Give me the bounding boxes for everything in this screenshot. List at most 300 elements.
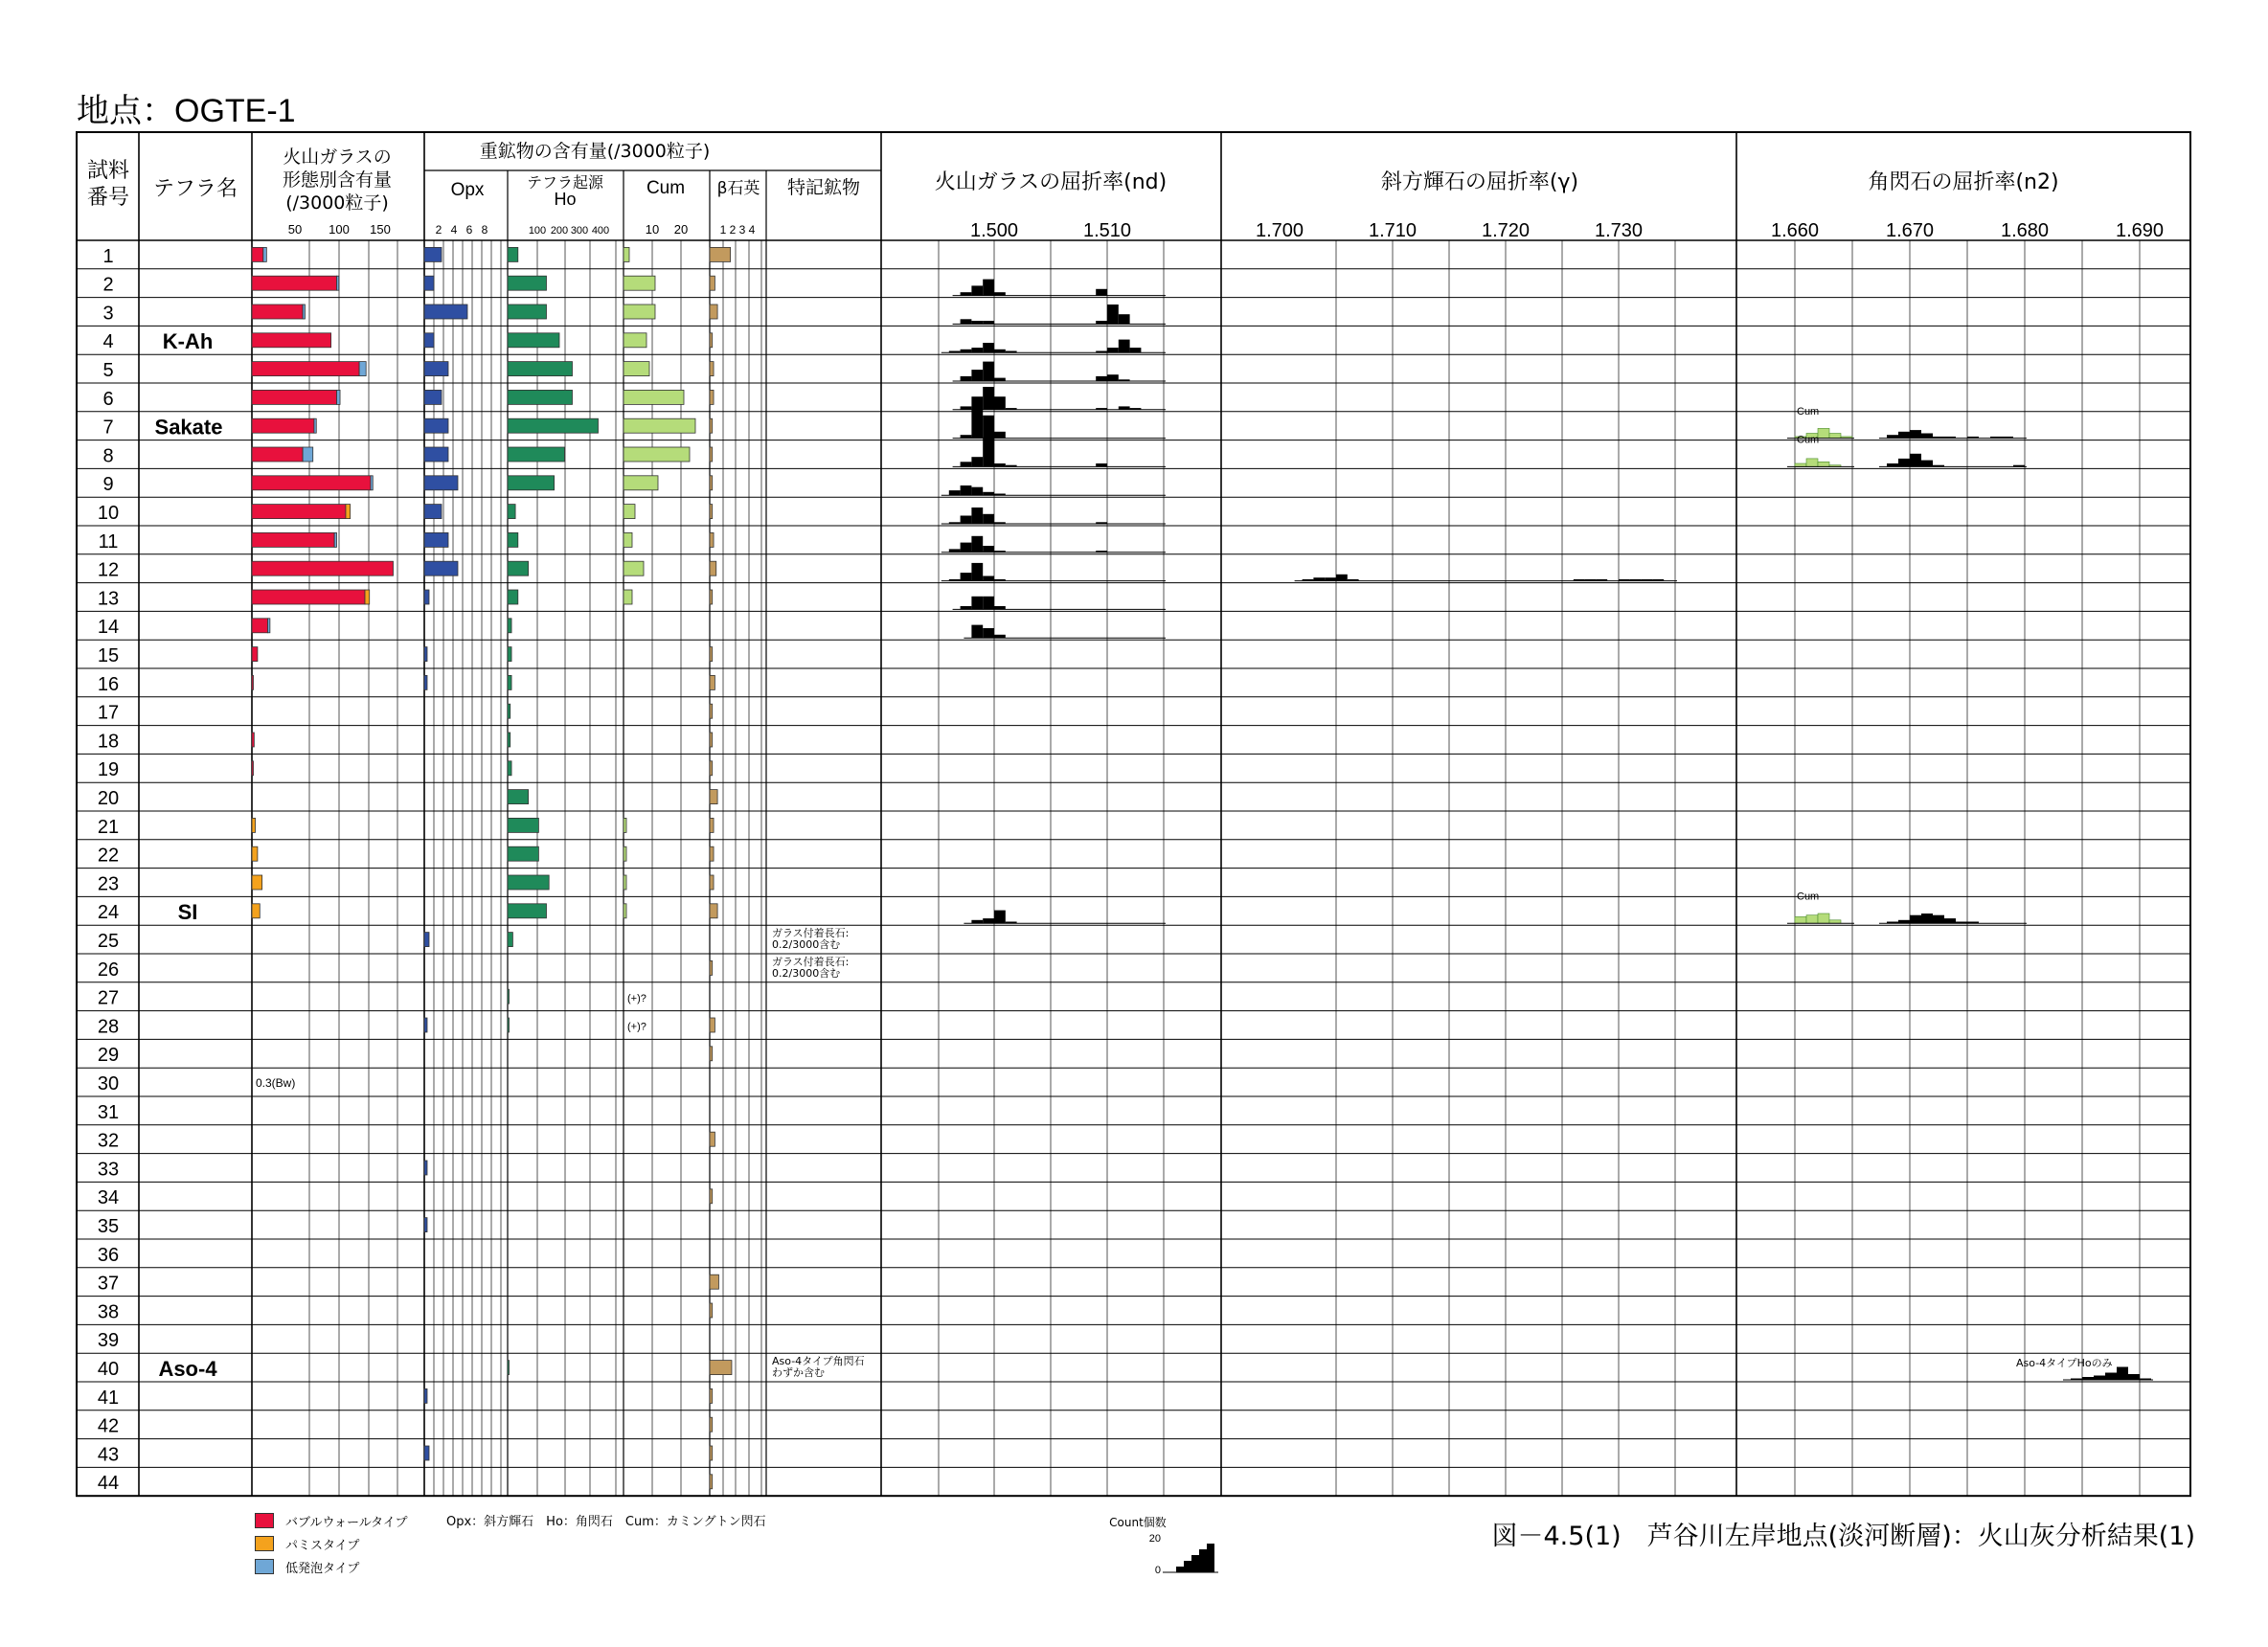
tick-ri-opx: 1.700 [1255,220,1304,241]
opx-bar [424,247,442,261]
glass-legend [255,1509,408,1578]
ri-glass-bar [994,463,1006,466]
quartz-bar [710,447,713,462]
ri-glass-bar [961,376,972,381]
quartz-bar [710,247,731,261]
ri-glass-bar [1119,406,1130,409]
ri-opx-bar [1336,575,1348,581]
ri-glass-bar [971,625,983,639]
count-scale-bar [1184,1561,1191,1572]
ri-glass-bar [1096,463,1107,466]
ri-ho-aso-bar [2105,1373,2117,1381]
sample-number: 44 [97,1473,120,1495]
ri-glass-bar [983,438,994,467]
quartz-bar [710,875,714,890]
quartz-bar [710,1189,713,1204]
mineral-note: ガラス付着長石: [772,927,850,940]
header-heavy-minerals: 重鉱物の含有量(/3000粒子) [479,141,711,162]
tick-opx: 8 [481,223,488,237]
ri-glass-bar [1096,376,1107,381]
cum-bar [624,390,684,404]
tephra-label: Aso-4 [158,1357,217,1381]
opx-bar [424,1161,427,1175]
ho-bar [508,532,518,547]
opx-bar [424,476,458,490]
sample-number: 18 [97,731,120,753]
sample-number: 2 [102,274,114,296]
sample-number: 30 [97,1073,120,1094]
count-scale-max: 20 [1148,1533,1161,1545]
ri-cum-bar [1795,463,1806,466]
quartz-bar [710,561,716,575]
figure-caption: 図－4.5(1) 芦谷川左岸地点(淡河断層)：火山灰分析結果(1) [1491,1522,2195,1551]
glass-bar-bubble-wall [252,505,346,519]
quartz-bar [710,761,713,776]
sample-number: 8 [102,445,114,467]
quartz-bar [710,1132,714,1146]
glass-bar-bubble-wall [252,619,268,633]
cum-note: (+)? [627,992,646,1004]
cum-bar [624,333,646,348]
quartz-bar [710,305,717,319]
glass-bar-low-vesicular [337,276,339,290]
glass-bar-bubble-wall [252,761,254,776]
ri-glass-bar [983,492,994,495]
count-scale-label: Count個数 [1109,1516,1167,1529]
sample-number: 42 [97,1415,120,1437]
tick-ho: 200 [550,225,569,237]
header-notes: 特記鉱物 [786,177,861,198]
ri-glass-bar [983,280,994,296]
ho-bar [508,418,599,433]
cum-bar [624,276,655,290]
ri-ho-bar [1921,434,1933,439]
cum-bar [624,247,629,261]
sample-number: 20 [97,788,120,809]
sample-number: 33 [97,1159,120,1181]
tick-ho: 100 [528,225,547,237]
tick-ri-ho: 1.690 [2115,220,2165,241]
opx-bar [424,390,442,404]
ho-bar [508,276,547,290]
ri-ho-aso-label: Aso-4タイプHoのみ [2016,1357,2113,1370]
sample-number: 19 [97,759,120,781]
tick-ri-ho: 1.680 [2000,220,2050,241]
opx-bar [424,647,427,662]
ri-ho-aso-bar [2117,1367,2128,1381]
ri-glass-bar [971,457,983,466]
tick-glass: 50 [287,222,303,237]
opx-bar [424,1388,427,1403]
ri-glass-bar [971,536,983,553]
opx-bar [424,561,458,575]
ri-glass-bar [961,606,972,609]
sample-number: 23 [97,873,120,895]
header-ri-ho: 角閃石の屈折率(n2) [1868,170,2059,194]
sample-number: 12 [97,559,120,581]
sample-number: 15 [97,645,120,666]
glass-bar-pumice [365,590,370,604]
quartz-bar [710,1446,713,1460]
ri-glass-bar [961,462,972,466]
sample-number: 6 [102,388,114,410]
opx-bar [424,362,448,376]
ri-glass-bar [961,573,972,581]
sample-number: 11 [98,530,119,553]
ho-bar [508,989,510,1004]
ri-ho-bar [1898,920,1910,923]
ho-bar [508,904,547,918]
tick-glass: 150 [370,222,391,237]
quartz-bar [710,733,713,747]
pumice-swatch [255,1536,274,1551]
glass-note: 0.3(Bw) [256,1076,296,1091]
ho-bar [508,818,538,832]
tick-ri-ho: 1.670 [1885,220,1935,241]
ri-glass-bar [961,516,972,525]
ri-glass-bar [994,911,1006,924]
legend-label-low-vesicular: 低発泡タイプ [285,1561,360,1576]
ho-bar [508,619,511,633]
sample-number: 10 [97,503,120,524]
quartz-bar [710,675,714,689]
ri-opx-bar [1313,577,1325,580]
sample-number: 5 [102,360,114,381]
opx-bar [424,447,448,462]
mineral-note: わずか含む [772,1366,825,1380]
header-ho-l1: テフラ起源 [526,173,604,192]
sample-number: 32 [97,1130,120,1152]
sample-number: 39 [97,1330,120,1352]
glass-bar-bubble-wall [252,532,334,547]
ho-bar [508,846,538,861]
glass-bar-bubble-wall [252,561,394,575]
legend-label-pumice: パミスタイプ [285,1538,360,1553]
glass-bar-pumice [252,818,256,832]
ri-ho-bar [1887,435,1898,438]
glass-bar-pumice [252,904,260,918]
sample-number: 3 [102,303,114,325]
header-glass-l1: 火山ガラスの [283,147,392,168]
ri-cum-bar [1806,915,1818,924]
bubble-wall-swatch [255,1513,274,1528]
quartz-bar [710,418,713,433]
ri-cum-bar [1818,462,1829,466]
sample-number: 28 [97,1016,120,1038]
count-scale-bar [1191,1555,1199,1572]
sample-number: 40 [97,1359,120,1380]
glass-bar-pumice [252,875,262,890]
sample-number: 7 [102,417,114,439]
quartz-bar [710,590,713,604]
ri-glass-bar [971,348,983,352]
opx-bar [424,305,467,319]
tephra-label: K-Ah [162,329,214,354]
ho-bar [508,704,510,718]
cum-bar [624,561,644,575]
count-scale-bar [1176,1567,1184,1572]
ri-glass-bar [1107,305,1119,324]
ri-glass-bar [983,628,994,638]
glass-bar-bubble-wall [252,333,331,348]
quartz-bar [710,1275,718,1289]
ri-glass-bar [994,432,1006,439]
sample-number: 41 [97,1387,120,1409]
cum-bar [624,590,632,604]
ho-bar [508,305,547,319]
ri-glass-bar [971,920,983,923]
ri-ho-bar [1898,432,1910,439]
glass-bar-low-vesicular [371,476,373,490]
ri-glass-bar [983,362,994,381]
ri-glass-bar [983,597,994,610]
header-quartz: β石英 [716,179,760,198]
quartz-bar [710,390,714,404]
sample-number: 36 [97,1244,120,1266]
glass-bar-bubble-wall [252,276,337,290]
glass-bar-pumice [346,505,351,519]
ri-ho-bar [1910,454,1921,467]
legend-item-bubble-wall [255,1509,408,1532]
opx-bar [424,505,442,519]
cum-bar [624,505,635,519]
count-scale-min: 0 [1154,1565,1161,1576]
ri-glass-bar [971,396,983,410]
cum-bar [624,846,626,861]
ri-glass-bar [961,350,972,352]
opx-bar [424,1218,427,1232]
glass-bar-bubble-wall [252,247,263,261]
tick-ho: 300 [570,225,589,237]
ri-ho-bar [1910,430,1921,439]
quartz-bar [710,818,714,832]
ri-glass-bar [949,490,961,495]
ri-glass-bar [994,292,1006,295]
glass-bar-low-vesicular [334,532,336,547]
quartz-bar [710,1018,714,1032]
ho-bar [508,505,515,519]
header-ri-glass: 火山ガラスの屈折率(nd) [934,170,1168,194]
glass-bar-low-vesicular [314,418,316,433]
ri-glass-bar [1107,348,1119,352]
ri-cum-label: Cum [1797,405,1820,417]
tick-opx: 2 [435,223,442,237]
opx-bar [424,1018,427,1032]
ri-glass-bar [971,563,983,581]
cum-bar [624,904,626,918]
ri-glass-bar [983,514,994,524]
ho-bar [508,733,510,747]
tick-quartz: 2 [729,223,737,237]
table-frame [77,132,2190,1496]
cum-bar [624,305,655,319]
ri-glass-bar [1096,289,1107,296]
sample-number: 29 [97,1045,120,1067]
header-sample-no-l1: 試料 [86,159,130,183]
quartz-bar [710,904,717,918]
tick-glass: 100 [329,222,350,237]
ri-ho-bar [1921,914,1933,923]
ri-ho-bar [1944,918,1956,923]
tick-cum: 10 [645,222,660,237]
tick-opx: 6 [465,223,473,237]
ho-bar [508,447,564,462]
count-scale-bar [1199,1549,1207,1572]
tephra-label: SI [177,900,198,925]
ri-glass-bar [994,378,1006,381]
cum-bar [624,818,626,832]
sample-number: 4 [102,331,114,353]
ri-cum-bar [1806,459,1818,467]
sample-number: 9 [102,474,114,496]
tick-ri-glass: 1.500 [969,220,1019,241]
quartz-bar [710,476,713,490]
sample-number: 34 [97,1187,120,1209]
quartz-bar [710,505,713,519]
ri-glass-bar [983,416,994,439]
quartz-bar [710,362,714,376]
ri-glass-bar [971,321,983,324]
ri-glass-bar [971,370,983,381]
header-ri-opx: 斜方輝石の屈折率(γ) [1380,170,1579,194]
opx-bar [424,418,448,433]
glass-bar-bubble-wall [252,390,337,404]
quartz-bar [710,1361,732,1375]
ri-glass-bar [961,543,972,553]
cum-bar [624,532,632,547]
ri-glass-bar [1096,321,1107,324]
tick-opx: 4 [450,223,458,237]
sample-number: 35 [97,1216,120,1237]
tick-cum: 20 [673,222,689,237]
quartz-bar [710,1388,713,1403]
mineral-note: 0.2/3000含む [772,938,841,952]
ri-glass-bar [1119,314,1130,324]
ri-glass-bar [949,549,961,552]
glass-bar-bubble-wall [252,447,303,462]
opx-bar [424,532,448,547]
sample-number: 31 [97,1101,120,1123]
ri-cum-bar [1795,916,1806,923]
ri-glass-bar [994,606,1006,609]
quartz-bar [710,790,717,804]
header-glass-l3: (/3000粒子) [285,192,389,214]
ri-glass-bar [1107,374,1119,381]
ri-ho-bar [1887,463,1898,466]
ho-bar [508,333,559,348]
sample-number: 21 [97,816,120,838]
sample-number: 27 [97,987,120,1009]
opx-bar [424,590,429,604]
ri-glass-bar [983,576,994,581]
ri-cum-bar [1829,920,1841,923]
tick-ri-ho: 1.660 [1770,220,1820,241]
cum-note: (+)? [627,1021,646,1033]
header-cum: Cum [646,178,686,198]
ri-cum-bar [1829,434,1841,439]
ri-ho-bar [1910,915,1921,924]
ho-bar [508,1361,510,1375]
ri-ho-bar [1921,461,1933,467]
glass-bar-bubble-wall [252,590,365,604]
sample-number: 26 [97,959,120,981]
ri-glass-bar [983,546,994,553]
glass-bar-bubble-wall [252,675,254,689]
ho-bar [508,390,573,404]
quartz-bar [710,647,713,662]
opx-bar [424,675,427,689]
ri-cum-label: Cum [1797,891,1820,903]
mineral-note: Aso-4タイプ角閃石 [772,1355,865,1368]
ri-cum-label: Cum [1797,434,1820,446]
opx-bar [424,276,434,290]
glass-bar-bubble-wall [252,476,371,490]
tick-quartz: 1 [719,223,727,237]
ho-bar [508,647,511,662]
ri-glass-bar [961,406,972,409]
tick-ri-glass: 1.510 [1082,220,1132,241]
ri-glass-bar [1130,348,1142,352]
quartz-bar [710,704,713,718]
ri-glass-bar [961,319,972,324]
ri-glass-bar [971,285,983,295]
ho-bar [508,247,518,261]
glass-bar-bubble-wall [252,362,359,376]
ri-glass-bar [961,292,972,295]
glass-bar-low-vesicular [268,619,270,633]
ho-bar [508,476,555,490]
glass-bar-low-vesicular [303,305,305,319]
ri-ho-aso-bar [2128,1374,2140,1380]
ri-glass-bar [994,350,1006,352]
ri-ho-bar [1933,915,1944,924]
opx-bar [424,333,434,348]
quartz-bar [710,960,713,975]
glass-bar-bubble-wall [252,305,303,319]
ri-glass-bar [994,396,1006,410]
sample-number: 17 [97,702,120,724]
quartz-bar [710,532,714,547]
mineral-note: 0.2/3000含む [772,967,841,980]
ri-glass-bar [971,487,983,496]
sample-number: 25 [97,931,120,952]
tick-quartz: 3 [738,223,746,237]
ho-bar [508,875,549,890]
sample-number: 14 [97,617,120,639]
ri-glass-bar [961,435,972,438]
sample-number: 1 [102,245,114,267]
page-title: 地点：OGTE-1 [77,93,296,129]
ri-glass-bar [971,597,983,610]
ri-cum-bar [1818,428,1829,438]
sample-number: 22 [97,845,120,867]
opx-bar [424,933,429,947]
glass-bar-bubble-wall [252,418,314,433]
ri-glass-bar [983,918,994,923]
quartz-bar [710,846,714,861]
quartz-bar [710,276,714,290]
low-vesicular-swatch [255,1559,274,1574]
count-scale-bar [1207,1544,1214,1572]
mineral-note: ガラス付着長石: [772,956,850,968]
quartz-bar [710,333,713,348]
legend-item-pumice [255,1532,408,1555]
ho-bar [508,761,511,776]
cum-bar [624,362,649,376]
opx-bar [424,1446,429,1460]
ho-bar [508,675,511,689]
sample-number: 43 [97,1444,120,1466]
